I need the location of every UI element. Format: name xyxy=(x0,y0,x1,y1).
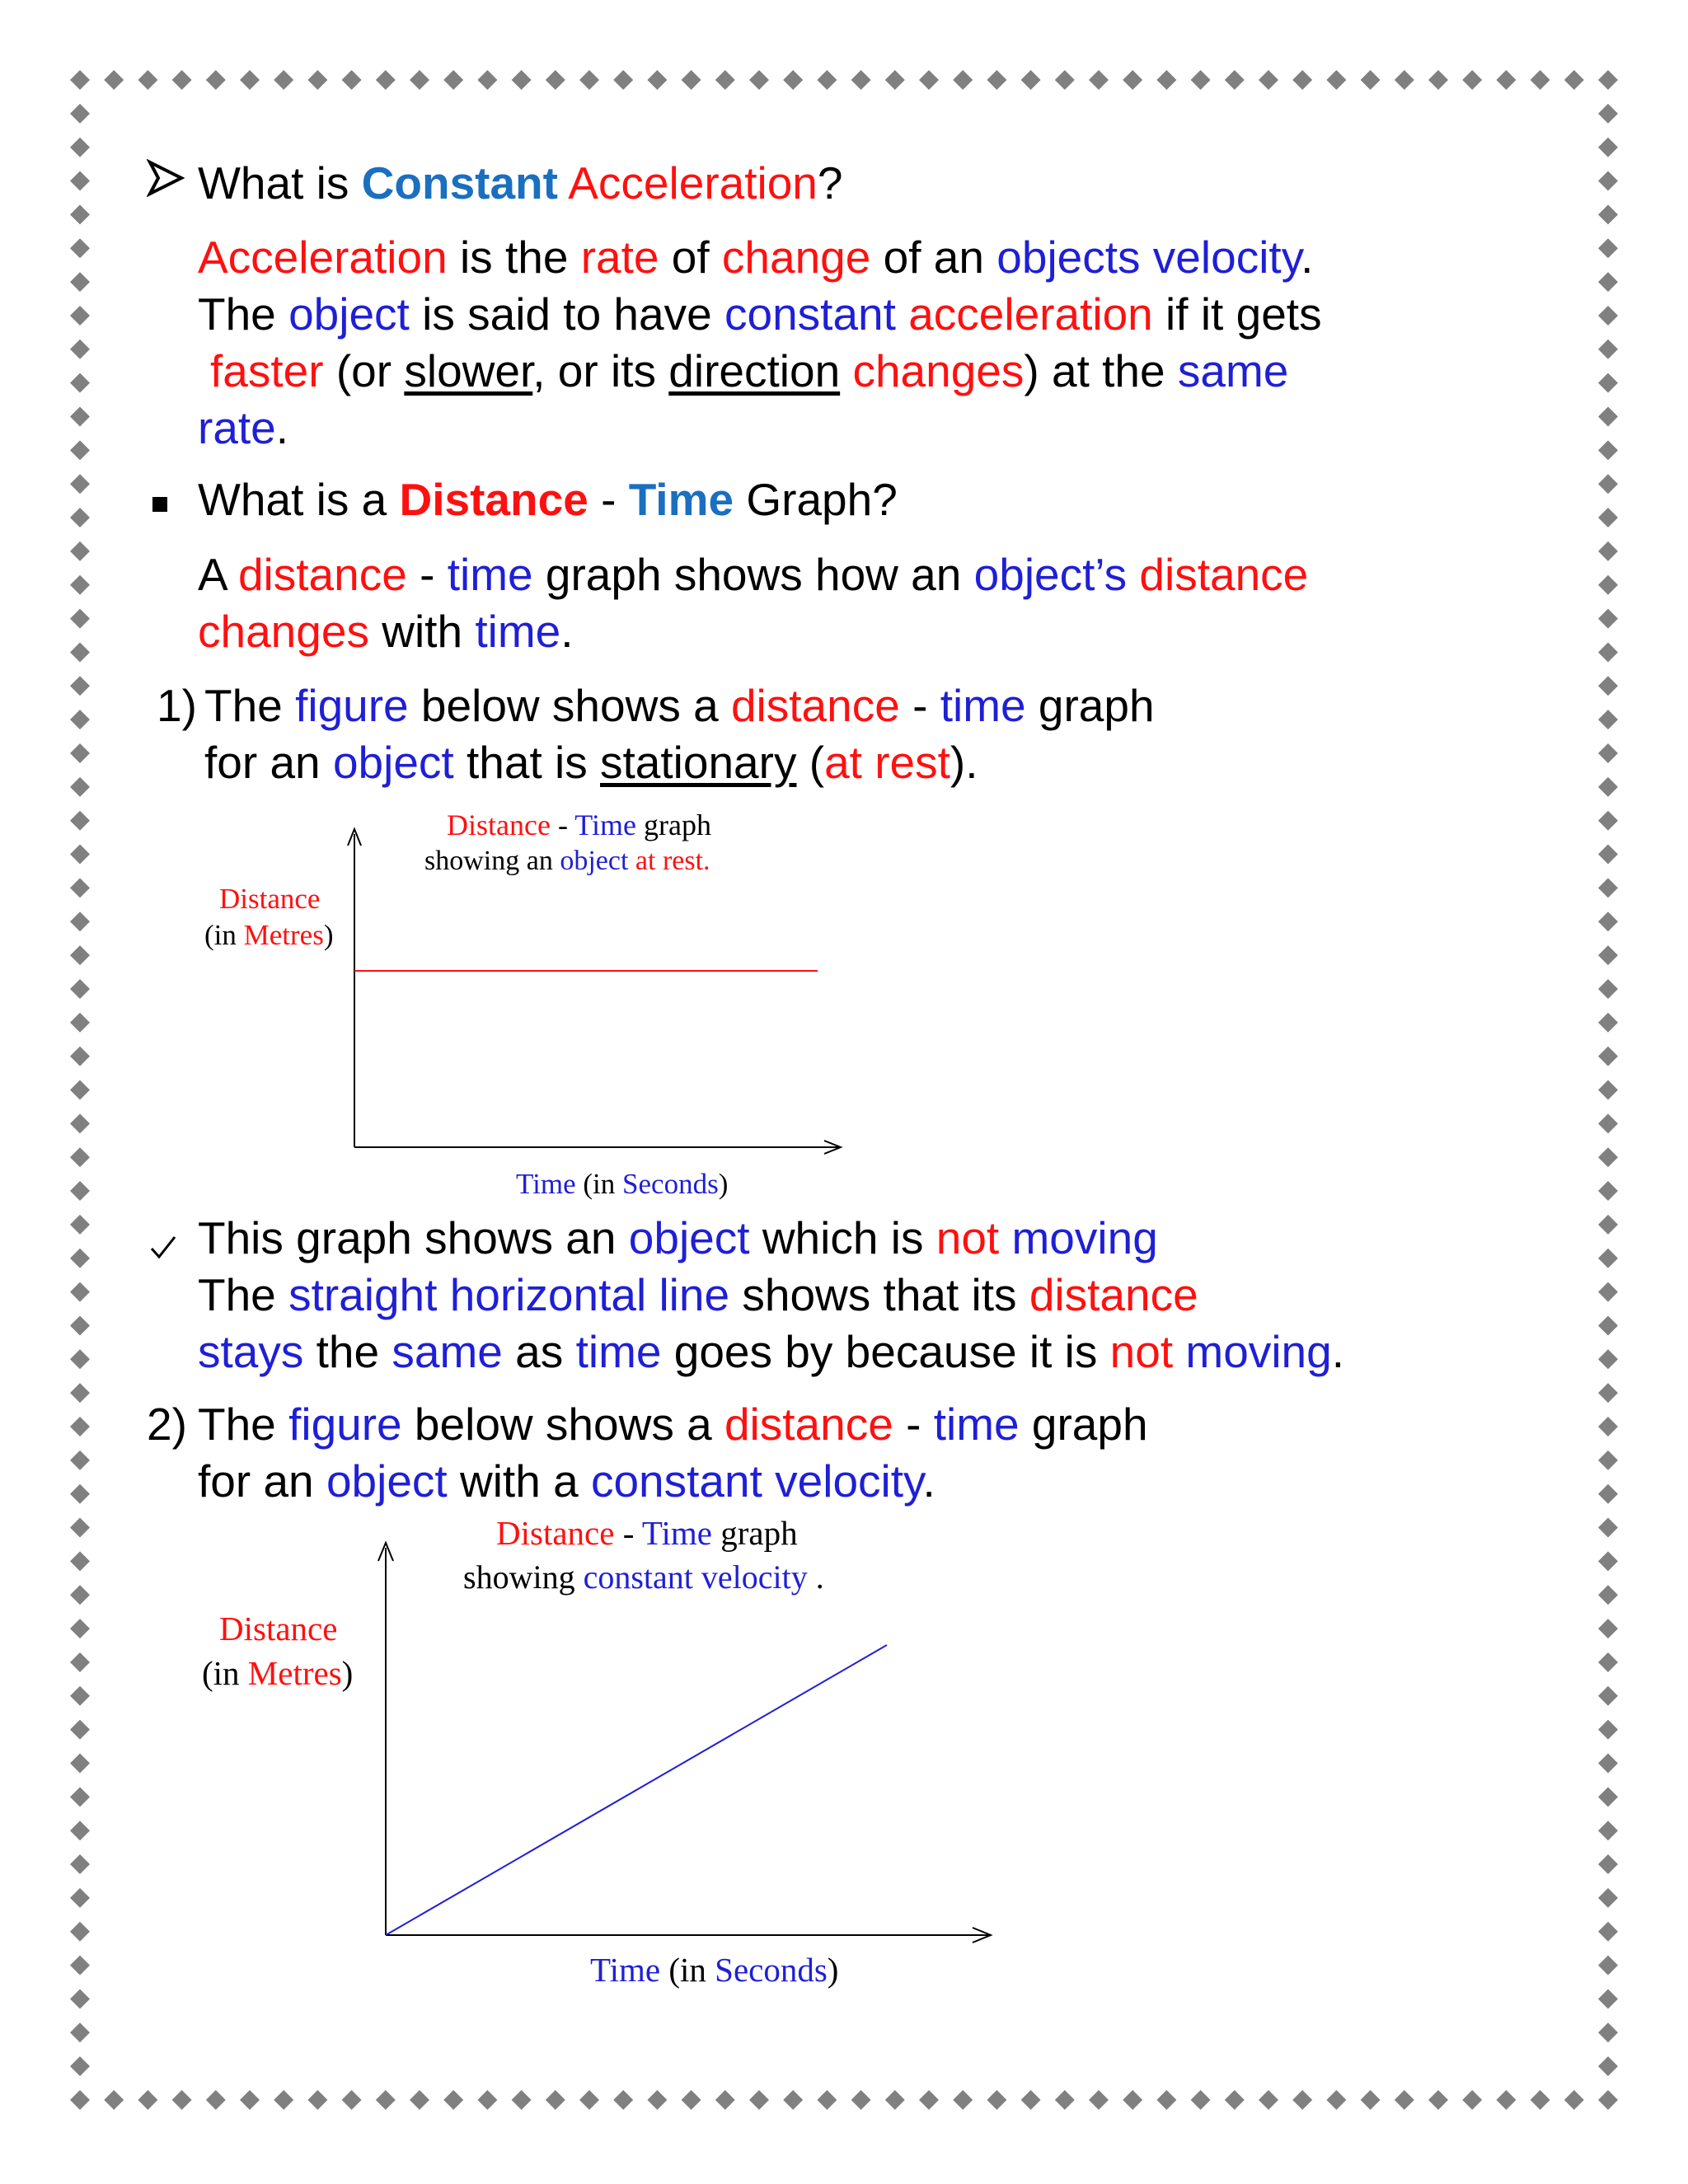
diamond-icon xyxy=(1598,508,1618,527)
diamond-icon xyxy=(919,70,939,90)
diamond-icon xyxy=(70,1956,90,1975)
diamond-icon xyxy=(1598,1652,1618,1672)
diamond-icon xyxy=(1055,2090,1075,2110)
diamond-icon xyxy=(1021,70,1041,90)
checkmark-icon xyxy=(148,1220,178,1277)
diamond-icon xyxy=(206,70,226,90)
diamond-icon xyxy=(1598,1417,1618,1436)
graph2-ylabel-2: (in Metres) xyxy=(202,1654,354,1692)
diamond-icon xyxy=(783,2090,803,2110)
item-number-1: 1) xyxy=(157,680,197,731)
graph1-title-line2: showing an object at rest. xyxy=(424,846,710,876)
diamond-icon xyxy=(70,1181,90,1201)
diamond-icon xyxy=(1225,70,1245,90)
diamond-icon xyxy=(885,70,905,90)
diamond-icon xyxy=(512,70,532,90)
diamond-icon xyxy=(1598,1989,1618,2008)
diamond-icon xyxy=(1598,1619,1618,1638)
diamond-icon xyxy=(512,2090,532,2110)
diamond-icon xyxy=(70,138,90,157)
diamond-icon xyxy=(240,70,260,90)
graph2-sloped-line xyxy=(386,1645,887,1935)
diamond-icon xyxy=(1598,1551,1618,1571)
check-line: This graph shows an object which is not moving xyxy=(198,1212,1158,1263)
graph1-ylabel-1: Distance xyxy=(219,883,321,915)
diamond-icon xyxy=(953,2090,973,2110)
diamond-icon xyxy=(70,171,90,191)
diamond-icon xyxy=(1598,710,1618,729)
graph2-xlabel: Time (in Seconds) xyxy=(590,1951,839,1989)
diamond-icon xyxy=(70,1451,90,1470)
diamond-icon xyxy=(1598,541,1618,561)
diamond-icon xyxy=(70,306,90,326)
diamond-icon xyxy=(1598,1922,1618,1942)
diamond-icon xyxy=(70,1147,90,1167)
diamond-icon xyxy=(342,70,362,90)
diamond-icon xyxy=(1598,743,1618,763)
check-line: stays the same as time goes by because it is not moving. xyxy=(198,1326,1345,1377)
diamond-icon xyxy=(1598,1047,1618,1066)
diamond-icon xyxy=(70,104,90,124)
diamond-icon xyxy=(987,70,1006,90)
diamond-icon xyxy=(70,1080,90,1100)
diamond-icon xyxy=(477,70,497,90)
diamond-icon xyxy=(70,845,90,865)
diamond-icon xyxy=(70,1619,90,1638)
diamond-icon xyxy=(1156,2090,1176,2110)
diamond-icon xyxy=(70,373,90,393)
diamond-icon xyxy=(70,1047,90,1066)
paragraph-line: rate. xyxy=(198,402,289,453)
diamond-icon xyxy=(1156,70,1176,90)
diamond-icon xyxy=(70,272,90,292)
diamond-icon xyxy=(1598,1720,1618,1740)
diamond-icon xyxy=(70,204,90,224)
diamond-icon xyxy=(953,70,973,90)
diamond-icon xyxy=(1598,440,1618,460)
graph1-svg xyxy=(190,808,849,1203)
diamond-icon xyxy=(1598,1215,1618,1235)
diamond-icon xyxy=(783,70,803,90)
diamond-icon xyxy=(1496,2090,1516,2110)
item-number-2: 2) xyxy=(147,1399,187,1450)
diamond-icon xyxy=(1598,1147,1618,1167)
diamond-icon xyxy=(613,70,633,90)
paragraph-line: changes with time. xyxy=(198,606,574,657)
diamond-icon xyxy=(1598,1349,1618,1369)
diamond-icon xyxy=(342,2090,362,2110)
diamond-icon xyxy=(1598,845,1618,865)
diamond-icon xyxy=(1021,2090,1041,2110)
diamond-icon xyxy=(1123,70,1142,90)
graph-object-at-rest xyxy=(190,808,849,1203)
graph1-title-line1: Distance - Time graph xyxy=(447,808,711,841)
diamond-icon xyxy=(1259,70,1278,90)
paragraph-line: A distance - time graph shows how an object’s distance xyxy=(198,549,1309,600)
item1-line: for an object that is stationary (at rest). xyxy=(204,737,978,788)
diamond-icon xyxy=(1598,1113,1618,1133)
diamond-icon xyxy=(70,1484,90,1504)
diamond-icon xyxy=(1598,912,1618,931)
diamond-icon xyxy=(1191,70,1211,90)
question-distance-time-graph: What is a Distance - Time Graph? xyxy=(198,474,898,525)
diamond-icon xyxy=(443,70,463,90)
diamond-icon xyxy=(1598,1013,1618,1033)
paragraph-line: faster (or slower, or its direction changes) at the same xyxy=(210,345,1289,396)
diamond-icon xyxy=(376,70,396,90)
diamond-icon xyxy=(70,2056,90,2076)
diamond-icon xyxy=(1598,945,1618,965)
diamond-icon xyxy=(70,979,90,999)
diamond-icon xyxy=(851,70,871,90)
diamond-icon xyxy=(274,70,293,90)
diamond-icon xyxy=(1598,272,1618,292)
diamond-icon xyxy=(1089,2090,1109,2110)
diamond-icon xyxy=(70,1249,90,1268)
diamond-icon xyxy=(1598,1787,1618,1807)
diamond-icon xyxy=(70,2022,90,2042)
diamond-icon xyxy=(307,2090,327,2110)
item2-line: The figure below shows a distance - time graph xyxy=(198,1399,1148,1450)
diamond-icon xyxy=(70,440,90,460)
diamond-icon xyxy=(70,1888,90,1908)
diamond-icon xyxy=(1531,2090,1550,2110)
diamond-icon xyxy=(1598,1282,1618,1302)
diamond-icon xyxy=(70,743,90,763)
graph1-ylabel-2: (in Metres) xyxy=(204,919,334,951)
diamond-icon xyxy=(70,878,90,898)
diamond-icon xyxy=(70,1315,90,1335)
diamond-icon xyxy=(70,1821,90,1840)
graph2-svg xyxy=(190,1513,1014,1999)
diamond-icon xyxy=(1292,2090,1312,2110)
diamond-icon xyxy=(1395,2090,1414,2110)
diamond-icon xyxy=(851,2090,871,2110)
diamond-icon xyxy=(987,2090,1006,2110)
diamond-icon xyxy=(749,70,769,90)
diamond-icon xyxy=(70,1349,90,1369)
diamond-icon xyxy=(682,2090,701,2110)
diamond-icon xyxy=(1598,1888,1618,1908)
diamond-icon xyxy=(1361,70,1381,90)
graph1-xlabel: Time (in Seconds) xyxy=(516,1168,729,1200)
diamond-icon xyxy=(1395,70,1414,90)
diamond-icon xyxy=(172,2090,192,2110)
item2-line: for an object with a constant velocity. xyxy=(198,1455,935,1507)
diamond-icon xyxy=(1123,2090,1142,2110)
diamond-icon xyxy=(647,2090,667,2110)
diamond-icon xyxy=(1598,878,1618,898)
paragraph-line: The object is said to have constant acceleration if it gets xyxy=(198,288,1322,340)
diamond-icon xyxy=(885,2090,905,2110)
diamond-icon xyxy=(1598,2022,1618,2042)
diamond-icon xyxy=(1598,1484,1618,1504)
diamond-icon xyxy=(1055,70,1075,90)
diamond-icon xyxy=(1598,1181,1618,1201)
diamond-icon xyxy=(1598,474,1618,494)
diamond-icon xyxy=(1598,2090,1618,2110)
diamond-icon xyxy=(70,1787,90,1807)
question-constant-acceleration: What is Constant Acceleration? xyxy=(198,157,843,209)
diamond-icon xyxy=(70,1989,90,2008)
diamond-icon xyxy=(70,710,90,729)
diamond-icon xyxy=(1598,70,1618,90)
diamond-icon xyxy=(1292,70,1312,90)
diamond-icon xyxy=(1598,238,1618,258)
diamond-icon xyxy=(70,340,90,359)
diamond-icon xyxy=(1598,1518,1618,1538)
diamond-icon xyxy=(70,1215,90,1235)
diamond-icon xyxy=(1428,2090,1448,2110)
diamond-icon xyxy=(613,2090,633,2110)
diamond-icon xyxy=(817,2090,837,2110)
graph2-ylabel-1: Distance xyxy=(219,1610,338,1647)
diamond-icon xyxy=(715,70,735,90)
diamond-icon xyxy=(1259,2090,1278,2110)
diamond-icon xyxy=(1191,2090,1211,2110)
diamond-icon xyxy=(70,811,90,831)
diamond-icon xyxy=(443,2090,463,2110)
diamond-icon xyxy=(1598,1686,1618,1706)
diamond-icon xyxy=(1598,340,1618,359)
diamond-icon xyxy=(70,1282,90,1302)
diamond-icon xyxy=(70,407,90,427)
diamond-icon xyxy=(1564,2090,1584,2110)
diamond-icon xyxy=(1361,2090,1381,2110)
check-line: The straight horizontal line shows that its distance xyxy=(198,1269,1198,1320)
diamond-icon xyxy=(1598,1956,1618,1975)
diamond-icon xyxy=(1598,1451,1618,1470)
diamond-icon xyxy=(70,609,90,629)
diamond-icon xyxy=(70,70,90,90)
diamond-icon xyxy=(1598,104,1618,124)
diamond-icon xyxy=(1531,70,1550,90)
diamond-icon xyxy=(1598,1383,1618,1403)
diamond-icon xyxy=(579,70,599,90)
diamond-icon xyxy=(70,1518,90,1538)
diamond-icon xyxy=(1598,609,1618,629)
diamond-icon xyxy=(70,1922,90,1942)
diamond-icon xyxy=(1089,70,1109,90)
diamond-icon xyxy=(1598,204,1618,224)
diamond-icon xyxy=(1462,2090,1482,2110)
diamond-icon xyxy=(70,474,90,494)
diamond-icon xyxy=(70,1551,90,1571)
diamond-icon xyxy=(477,2090,497,2110)
diamond-icon xyxy=(1598,138,1618,157)
diamond-icon xyxy=(1326,2090,1346,2110)
diamond-icon xyxy=(70,1383,90,1403)
diamond-icon xyxy=(104,70,124,90)
diamond-icon xyxy=(579,2090,599,2110)
diamond-icon xyxy=(70,642,90,662)
diamond-icon xyxy=(1326,70,1346,90)
diamond-icon xyxy=(1462,70,1482,90)
diamond-icon xyxy=(376,2090,396,2110)
diamond-icon xyxy=(138,70,157,90)
diamond-icon xyxy=(546,2090,565,2110)
diamond-icon xyxy=(1598,642,1618,662)
diamond-icon xyxy=(70,1113,90,1133)
diamond-icon xyxy=(682,70,701,90)
diamond-icon xyxy=(206,2090,226,2110)
diamond-icon xyxy=(70,1720,90,1740)
diamond-icon xyxy=(240,2090,260,2110)
diamond-icon xyxy=(715,2090,735,2110)
diamond-icon xyxy=(70,1585,90,1605)
diamond-icon xyxy=(1598,979,1618,999)
graph2-title-line2: showing constant velocity . xyxy=(463,1558,824,1596)
diamond-icon xyxy=(1598,171,1618,191)
diamond-icon xyxy=(1598,1754,1618,1774)
graph2-title-line1: Distance - Time graph xyxy=(496,1514,798,1552)
diamond-icon xyxy=(1598,676,1618,696)
diamond-icon xyxy=(410,70,429,90)
diamond-icon xyxy=(70,575,90,595)
diamond-icon xyxy=(70,1754,90,1774)
diamond-icon xyxy=(138,2090,157,2110)
arrow-bullet-icon xyxy=(147,155,185,212)
diamond-icon xyxy=(410,2090,429,2110)
diamond-icon xyxy=(1225,2090,1245,2110)
paragraph-line: Acceleration is the rate of change of an objects velocity. xyxy=(198,232,1314,283)
diamond-icon xyxy=(70,912,90,931)
diamond-icon xyxy=(1598,777,1618,797)
diamond-icon xyxy=(1598,407,1618,427)
diamond-icon xyxy=(1598,373,1618,393)
diamond-icon xyxy=(1598,1585,1618,1605)
diamond-icon xyxy=(70,1417,90,1436)
diamond-icon xyxy=(70,508,90,527)
diamond-icon xyxy=(70,1013,90,1033)
diamond-icon xyxy=(1598,811,1618,831)
diamond-icon xyxy=(1598,1080,1618,1100)
diamond-icon xyxy=(749,2090,769,2110)
item1-line: The figure below shows a distance - time graph xyxy=(204,680,1155,731)
diamond-icon xyxy=(1598,306,1618,326)
diamond-icon xyxy=(1428,70,1448,90)
diamond-icon xyxy=(274,2090,293,2110)
graph-constant-velocity xyxy=(190,1513,1014,1999)
diamond-icon xyxy=(307,70,327,90)
diamond-icon xyxy=(70,1686,90,1706)
diamond-icon xyxy=(1496,70,1516,90)
diamond-icon xyxy=(1598,1315,1618,1335)
diamond-icon xyxy=(1598,1249,1618,1268)
diamond-icon xyxy=(919,2090,939,2110)
diamond-icon xyxy=(817,70,837,90)
diamond-icon xyxy=(70,2090,90,2110)
diamond-icon xyxy=(70,676,90,696)
diamond-icon xyxy=(1598,2056,1618,2076)
diamond-icon xyxy=(70,945,90,965)
diamond-icon xyxy=(1598,1854,1618,1874)
diamond-icon xyxy=(172,70,192,90)
diamond-icon xyxy=(647,70,667,90)
diamond-icon xyxy=(70,541,90,561)
diamond-icon xyxy=(1564,70,1584,90)
square-bullet-icon xyxy=(151,471,169,528)
diamond-icon xyxy=(70,1854,90,1874)
diamond-icon xyxy=(1598,1821,1618,1840)
diamond-icon xyxy=(1598,575,1618,595)
diamond-icon xyxy=(70,1652,90,1672)
diamond-icon xyxy=(70,777,90,797)
diamond-icon xyxy=(546,70,565,90)
diamond-icon xyxy=(104,2090,124,2110)
diamond-icon xyxy=(70,238,90,258)
